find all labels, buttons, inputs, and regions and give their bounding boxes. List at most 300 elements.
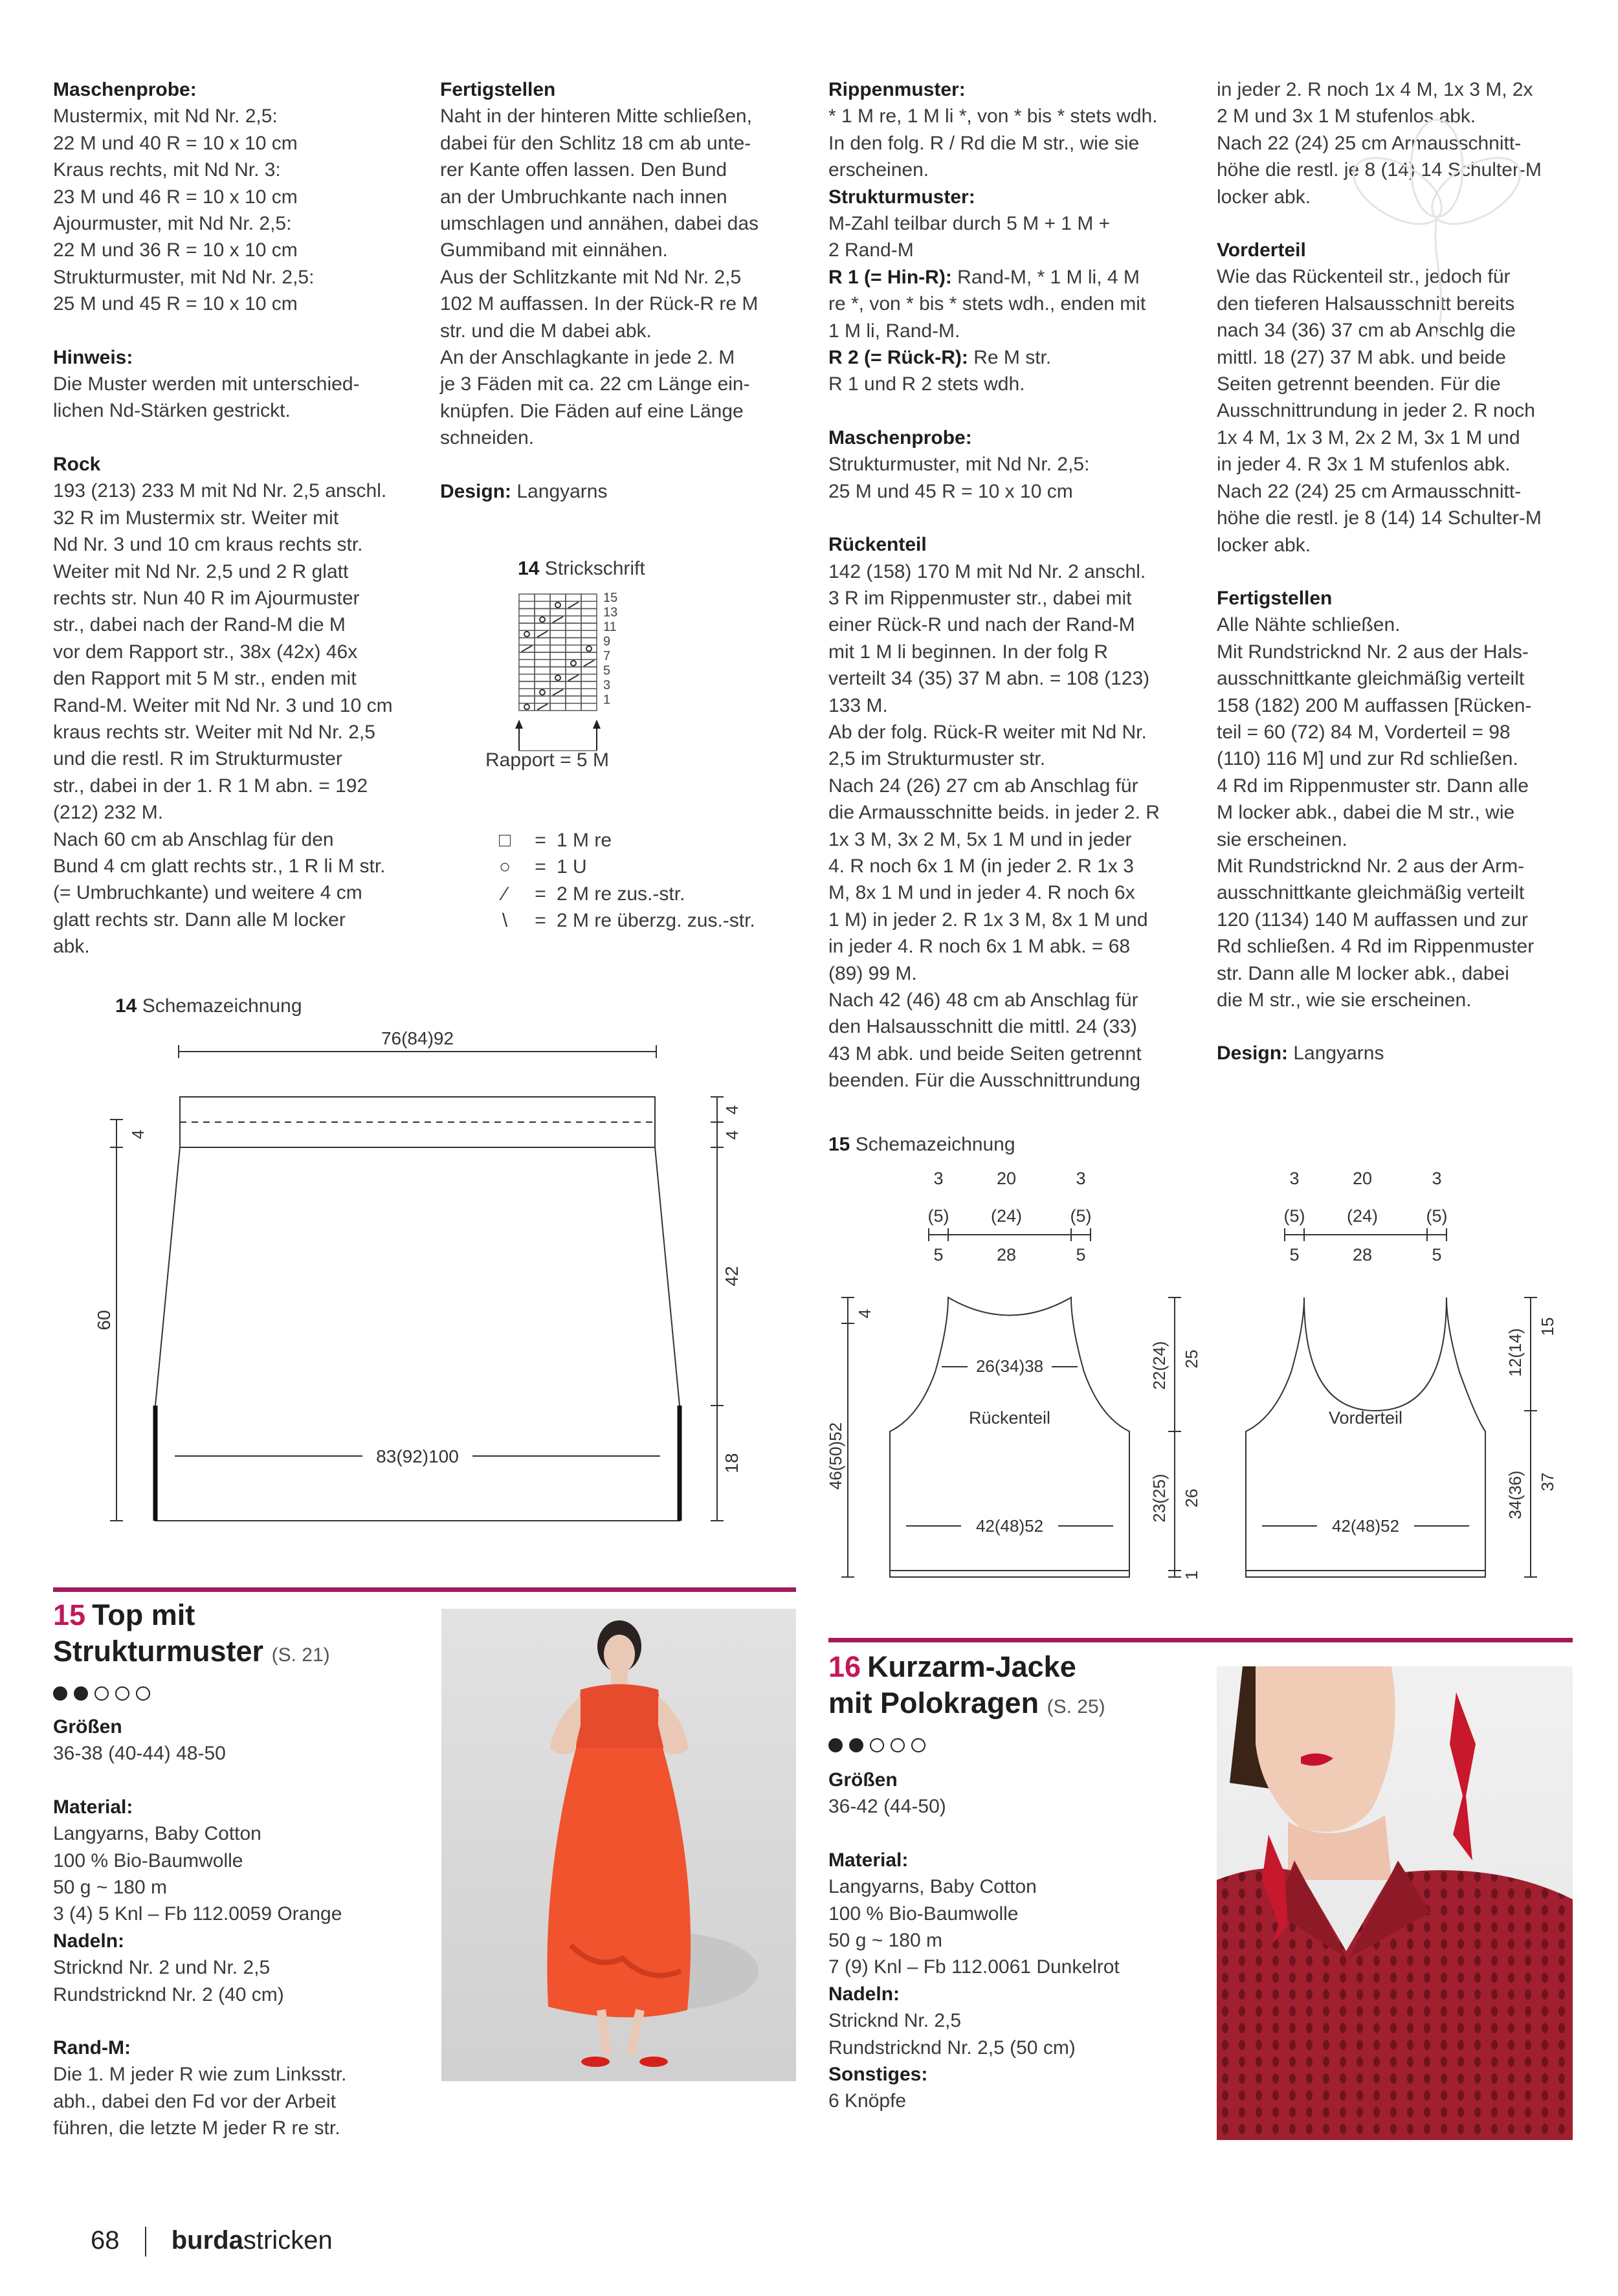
heading: Rand-M: [53,2037,131,2059]
dim-label: 26 [1182,1488,1201,1508]
col3-text [828,76,1191,1094]
text-line: 25 M und 45 R = 10 x 10 cm [828,480,1073,502]
right-dim-label: 4 [722,1130,742,1140]
text-lines [53,1954,441,2008]
heading: Rückenteil [828,534,927,556]
page-ref: (S. 21) [271,1644,330,1666]
legend-symbol-icon: □ [498,830,511,851]
yarn-over-mark [524,632,529,637]
dim-label: 12(14) [1505,1328,1525,1377]
decrease-mark [537,631,548,637]
heading: Rippenmuster: [828,79,966,100]
schema14-title [115,995,302,1017]
brand-light: stricken [243,2226,333,2255]
chart-cell [550,638,566,645]
text-line: 142 (158) 170 M mit Nd Nr. 2 anschl. [828,560,1146,582]
text-lines [53,371,416,425]
row-number: 1 [603,692,611,707]
text-line: Ab der folg. Rück-R weiter mit Nd Nr. [828,721,1147,743]
chart-cell [519,689,535,696]
legend-symbol-icon: ⁄ [503,883,507,905]
chart-cell [550,609,566,616]
photo-orange-dress [441,1609,796,2081]
dim-label: 4 [855,1308,874,1319]
text-line: 2 Rand-M [828,239,914,261]
text-line: Mit Rundstricknd Nr. 2 aus der Arm- [1217,855,1525,877]
text-lines [1217,612,1579,1013]
text-line: führen, die letzte M jeder R re str. [53,2117,340,2139]
text-line: sie erscheinen. [1217,828,1347,850]
text-line: An der Anschlagkante in jede 2. M [440,347,735,369]
chart-cell [581,703,597,711]
figure-title: Schemazeichnung [142,995,302,1017]
difficulty-dot-empty-icon [870,1738,884,1752]
text-line: Die 1. M jeder R wie zum Linksstr. [53,2064,347,2086]
strickschrift-legend [485,827,822,934]
text-line: str. und die M dabei abk. [440,320,652,342]
text-line: rechts str. Nun 40 R im Ajourmuster [53,587,360,609]
chart-cell [566,645,581,652]
chart-cell [535,638,550,645]
chart-cell [519,681,535,689]
dim-label: 28 [996,1245,1017,1264]
row-number: 5 [603,663,611,678]
chart-cell [519,616,535,623]
text-line: umschlagen und annähen, dabei das [440,213,759,235]
chart-cell [550,667,566,674]
chart-cell [581,689,597,696]
legend-symbol-icon: ○ [498,856,511,878]
text-line: in jeder 4. R 3x 1 M stufenlos abk. [1217,454,1511,476]
text-line: Ajourmuster, mit Nd Nr. 2,5: [53,213,292,235]
heading: Größen [53,1716,122,1738]
section-divider [828,1638,1573,1642]
heading: Maschenprobe: [53,79,197,100]
chart-cell [550,659,566,667]
photo-dark-red-cardigan [1217,1666,1573,2140]
footer-divider [145,2227,146,2257]
row-number: 3 [603,678,611,692]
text-line: M, 8x 1 M und in jeder 4. R noch 6x [828,882,1135,904]
text-line: 23 M und 46 R = 10 x 10 cm [53,186,298,208]
dim-label: 28 [1352,1245,1373,1264]
chart-cell [535,645,550,652]
bottom-width-label: 83(92)100 [376,1446,459,1466]
chart-cell [566,630,581,637]
row-number: 7 [603,649,611,663]
chart-cell [519,696,535,703]
text-line: Strukturmuster, mit Nd Nr. 2,5: [53,266,315,288]
yarn-over-mark [524,704,529,709]
text-line: 3 (4) 5 Knl – Fb 112.0059 Orange [53,1903,342,1925]
chart-cell [519,667,535,674]
chart-cell [581,652,597,659]
chart-cell [535,623,550,630]
text-line: Langyarns, Baby Cotton [828,1876,1037,1898]
band-height-label: 4 [128,1129,148,1140]
row-number: 13 [603,605,618,620]
chart-cell [566,609,581,616]
text-line: 22 M und 36 R = 10 x 10 cm [53,239,298,261]
dim-label: 1 [1182,1570,1201,1580]
chart-cell [581,609,597,616]
decrease-mark [568,675,579,681]
text-line: 50 g ~ 180 m [828,1930,942,1952]
difficulty-dot-empty-icon [94,1686,109,1701]
difficulty-dot-empty-icon [136,1686,150,1701]
heading: Fertigstellen [1217,587,1333,609]
dim-label: 5 [1289,1245,1300,1264]
text-line: knüpfen. Die Fäden auf eine Länge [440,400,744,422]
text-line: Naht in der hinteren Mitte schließen, [440,105,752,127]
text-line: Stricknd Nr. 2 und Nr. 2,5 [53,1957,271,1979]
chart-cell [535,696,550,703]
text-line: den Halsausschnitt die mittl. 24 (33) [828,1016,1137,1038]
text-line: abh., dabei den Fd vor der Arbeit [53,2090,336,2112]
text-line: Die Muster werden mit unterschied- [53,373,360,395]
decrease-mark [568,602,579,608]
text-lines [53,103,416,317]
text-line: 102 M auffassen. In der Rück-R re M [440,293,759,315]
text-line: 43 M abk. und beide Seiten getrennt [828,1043,1142,1065]
text-line: Rand-M. Weiter mit Nd Nr. 3 und 10 cm [53,694,393,716]
brand-bold: burda [171,2226,243,2255]
text-line: 1x 4 M, 1x 3 M, 2x 2 M, 3x 1 M und [1217,426,1520,448]
dim-label: (5) [1070,1206,1092,1226]
text-line: M-Zahl teilbar durch 5 M + 1 M + [828,213,1111,235]
text-line: Nach 42 (46) 48 cm ab Anschlag für [828,989,1138,1011]
text-line: Weiter mit Nd Nr. 2,5 und 2 R glatt [53,560,349,582]
heading: Material: [53,1796,133,1818]
legend-symbol-icon: \ [502,910,508,932]
text-line: 3 R im Rippenmuster str., dabei mit [828,587,1132,609]
page-ref: (S. 25) [1047,1696,1105,1717]
text-line: dabei für den Schlitz 18 cm ab unte- [440,132,751,154]
yarn-over-mark [586,646,592,651]
difficulty-rating [828,1738,925,1752]
dim-label: 3 [1432,1169,1442,1188]
chart-cell [550,623,566,630]
difficulty-dot-empty-icon [891,1738,905,1752]
dim-label: (24) [1346,1206,1379,1226]
front-bottom-width: 42(48)52 [1331,1516,1400,1536]
text-line: 50 g ~ 180 m [53,1877,167,1899]
project-number: 16 [828,1650,861,1683]
text-lines [828,2007,1204,2061]
text-line: mittl. 18 (27) 37 M abk. und beide [1217,346,1506,368]
heading: Nadeln: [828,1983,900,2005]
text-line: Nach 22 (24) 25 cm Armausschnitt- [1217,480,1522,502]
text-line: 7 (9) Knl – Fb 112.0061 Dunkelrot [828,1956,1120,1978]
text-line: Strukturmuster, mit Nd Nr. 2,5: [828,454,1090,476]
back-bottom-width: 42(48)52 [975,1516,1044,1536]
chart-cell [566,681,581,689]
difficulty-dot-filled-icon [828,1738,843,1752]
text-lines [828,1873,1204,1981]
text-line: locker abk. [1217,186,1311,208]
chart-cell [581,601,597,608]
right-dim-label: 18 [722,1453,742,1474]
text-line: (= Umbruchkante) und weitere 4 cm [53,882,362,904]
text-line: den Rapport mit 5 M str., enden mit [53,668,357,690]
schema15-title [828,1134,1015,1156]
skirt-schematic [0,1016,803,1534]
project-title-line2: mit Polokragen [828,1686,1039,1719]
chart-cell [550,594,566,601]
top-schematic [822,1158,1599,1592]
text-line: Nach 24 (26) 27 cm ab Anschlag für [828,775,1138,797]
dim-label: (5) [1426,1206,1448,1226]
left-height-label: 60 [94,1310,114,1330]
chart-cell [566,594,581,601]
text-line: Rundstricknd Nr. 2,5 (50 cm) [828,2037,1076,2059]
text-line: einer Rück-R und nach der Rand-M [828,614,1135,636]
sizes: 36-38 (40-44) 48-50 [53,1743,226,1765]
chart-cell [535,674,550,681]
chart-cell [535,681,550,689]
right-dim-label: 42 [722,1266,742,1286]
back-piece-label: Rückenteil [968,1408,1051,1428]
text-line: glatt rechts str. Dann alle M locker [53,909,346,931]
col2-text [440,76,803,505]
text-line: 4 Rd im Rippenmuster str. Dann alle [1217,775,1529,797]
heading: Größen [828,1769,898,1791]
yarn-over-mark [555,602,560,608]
heading: Fertigstellen [440,79,556,100]
text-line: 4. R noch 6x 1 M (in jeder 2. R 1x 3 [828,855,1134,877]
difficulty-rating [53,1686,150,1701]
chart-cell [519,652,535,659]
text-line: 193 (213) 233 M mit Nd Nr. 2,5 anschl. [53,480,387,502]
page-number: 68 [91,2226,120,2255]
dim-label: 34(36) [1505,1470,1525,1519]
heading: Nadeln: [53,1930,125,1952]
dim-label: (5) [1283,1206,1305,1226]
row-number: 15 [603,591,618,605]
text-line: abk. [53,936,90,958]
chart-cell [581,623,597,630]
chart-cell [566,652,581,659]
chart-cell [535,601,550,608]
figure-number: 14 [115,995,137,1017]
text-line: rer Kante offen lassen. Den Bund [440,159,727,181]
text-line: 133 M. [828,694,888,716]
text-lines [828,558,1191,1094]
legend-equals: = [535,830,546,851]
chart-cell [566,703,581,711]
difficulty-dot-filled-icon [53,1686,67,1701]
text-line: nach 34 (36) 37 cm ab Anschlg die [1217,320,1516,342]
decrease-mark [584,660,594,666]
chart-cell [519,594,535,601]
text-line: str. Dann alle M locker abk., dabei [1217,962,1509,984]
text-line: 100 % Bio-Baumwolle [828,1903,1019,1925]
chart-cell [581,616,597,623]
row-number: 11 [603,620,617,634]
chart-cell [581,674,597,681]
heading: Sonstiges: [828,2064,928,2086]
heading: Rock [53,453,101,475]
chart-cell [581,630,597,637]
text-line: ausschnittkante gleichmäßig verteilt [1217,882,1525,904]
text-line: in jeder 4. R noch 6x 1 M abk. = 68 [828,936,1131,958]
row-number: 9 [603,634,611,649]
chart-cell [535,594,550,601]
dim-label: 5 [933,1245,944,1264]
figure-number: 14 [518,558,540,579]
dim-label: 23(25) [1149,1474,1169,1523]
text-line: erscheinen. [828,159,929,181]
dim-label: 20 [1352,1169,1373,1188]
design-value: Langyarns [1293,1043,1384,1065]
text-line: str., dabei nach der Rand-M die M [53,614,346,636]
project-title-line1: Top mit [92,1598,195,1631]
text-line: Ausschnittrundung in jeder 2. R noch [1217,400,1535,422]
text-line: R 1 und R 2 stets wdh. [828,373,1025,395]
text-line: und die restl. R im Strukturmuster [53,748,342,770]
heading: Maschenprobe: [828,426,972,448]
chart-cell [519,674,535,681]
text-lines [828,210,1191,264]
decrease-mark [537,704,548,710]
chart-cell [535,667,550,674]
text-line: Nach 60 cm ab Anschlag für den [53,828,334,850]
decrease-mark [553,617,563,623]
text-line: Stricknd Nr. 2,5 [828,2010,962,2032]
text-line: lichen Nd-Stärken gestrickt. [53,400,291,422]
decrease-mark [522,646,532,652]
legend-text: 1 M re [557,830,612,851]
text-line: 6 Knöpfe [828,2090,907,2112]
project-title-line1: Kurzarm-Jacke [867,1650,1076,1683]
chart-cell [566,616,581,623]
dim-label: (24) [990,1206,1023,1226]
text-line: 158 (182) 200 M auffassen [Rücken- [1217,694,1532,716]
right-dim-label: 4 [722,1105,742,1115]
legend-text: 1 U [557,856,587,878]
chart-cell [581,696,597,703]
design-value: Langyarns [516,480,608,502]
difficulty-dot-empty-icon [115,1686,129,1701]
legend-row [485,907,822,934]
legend-equals: = [535,910,546,932]
legend-equals: = [535,883,546,905]
chart-cell [519,609,535,616]
heading: Vorderteil [1217,239,1306,261]
text-line: 32 R im Mustermix str. Weiter mit [53,507,339,529]
legend-text: 2 M re überzg. zus.-str. [557,910,755,932]
text-lines [828,103,1191,183]
project-15-details [53,1714,441,2142]
text-line: 25 M und 45 R = 10 x 10 cm [53,293,298,315]
text-line: M locker abk., dabei die M str., wie [1217,802,1515,824]
project-number: 15 [53,1598,86,1631]
legend-equals: = [535,856,546,878]
text-line: 1 M li, Rand-M. [828,320,960,342]
chart-cell [550,703,566,711]
project-title-line2: Strukturmuster [53,1635,264,1668]
dim-label: 46(50)52 [826,1422,845,1490]
chart-cell [550,630,566,637]
row-text: Rand-M, * 1 M li, 4 M [951,266,1140,288]
text-line: ausschnittkante gleichmäßig verteilt [1217,668,1525,690]
figure-title: Schemazeichnung [855,1134,1015,1155]
row-label: R 1 (= Hin-R): [828,266,952,288]
text-line: Rd schließen. 4 Rd im Rippenmuster [1217,936,1535,958]
text-line: * 1 M re, 1 M li *, von * bis * stets wdh. [828,105,1158,127]
legend-row [485,881,822,907]
text-line: Kraus rechts, mit Nd Nr. 3: [53,159,281,181]
chart-cell [550,645,566,652]
chart-cell [519,601,535,608]
design-label: Design: [1217,1043,1289,1065]
strickschrift-title [518,558,645,580]
dim-label: 3 [1289,1169,1300,1188]
chart-cell [550,681,566,689]
yarn-over-mark [540,617,545,622]
text-line: 120 (1134) 140 M auffassen und zur [1217,909,1528,931]
legend-text: 2 M re zus.-str. [557,883,685,905]
figure-number: 15 [828,1134,850,1155]
col1-text [53,76,416,960]
text-line: den tieferen Halsausschnitt bereits [1217,293,1515,315]
text-line: die M str., wie sie erscheinen. [1217,989,1472,1011]
text-line: Seiten getrennt beenden. Für die [1217,373,1501,395]
chart-cell [519,623,535,630]
text-line: Nach 22 (24) 25 cm Armausschnitt- [1217,132,1522,154]
dim-label: 25 [1182,1349,1201,1369]
dim-label: (5) [927,1206,949,1226]
yarn-over-mark [540,690,545,695]
dim-label: 3 [933,1169,944,1188]
dim-label: 3 [1076,1169,1086,1188]
chart-cell [535,652,550,659]
rapport-label: Rapport = 5 M [485,749,609,771]
text-line: höhe die restl. je 8 (14) 14 Schulter-M [1217,507,1542,529]
row-2 [828,344,1191,371]
text-line: Nd Nr. 3 und 10 cm kraus rechts str. [53,534,363,556]
text-line: re *, von * bis * stets wdh., enden mit [828,293,1146,315]
text-line: (89) 99 M. [828,962,917,984]
project-16-title [828,1649,1105,1725]
text-lines [828,451,1191,505]
text-line: mit 1 M li beginnen. In der folg R [828,641,1108,663]
dim-label: 5 [1076,1245,1086,1264]
text-line: 2 M und 3x 1 M stufenlos abk. [1217,105,1476,127]
text-line: je 3 Fäden mit ca. 22 cm Länge ein- [440,373,750,395]
chart-cell [566,689,581,696]
difficulty-dot-filled-icon [74,1686,88,1701]
legend-row [485,827,822,854]
text-line: verteilt 34 (35) 37 M abn. = 108 (123) [828,668,1150,690]
text-line: (110) 116 M] und zur Rd schließen. [1217,748,1518,770]
text-line: Gummiband mit einnähen. [440,239,668,261]
chart-cell [519,659,535,667]
text-line: Bund 4 cm glatt rechts str., 1 R li M str. [53,855,386,877]
heading: Strukturmuster: [828,186,975,208]
text-line: kraus rechts str. Weiter mit Nd Nr. 2,5 [53,721,375,743]
heading: Material: [828,1849,909,1871]
footer [91,2226,333,2257]
text-line: (212) 232 M. [53,802,164,824]
text-line: Rundstricknd Nr. 2 (40 cm) [53,1983,284,2005]
design-label: Design: [440,480,512,502]
row-1 [828,264,1191,291]
chart-cell [535,659,550,667]
watermark-flower-icon [1340,110,1534,343]
difficulty-dot-empty-icon [911,1738,925,1752]
text-line: Mustermix, mit Nd Nr. 2,5: [53,105,278,127]
